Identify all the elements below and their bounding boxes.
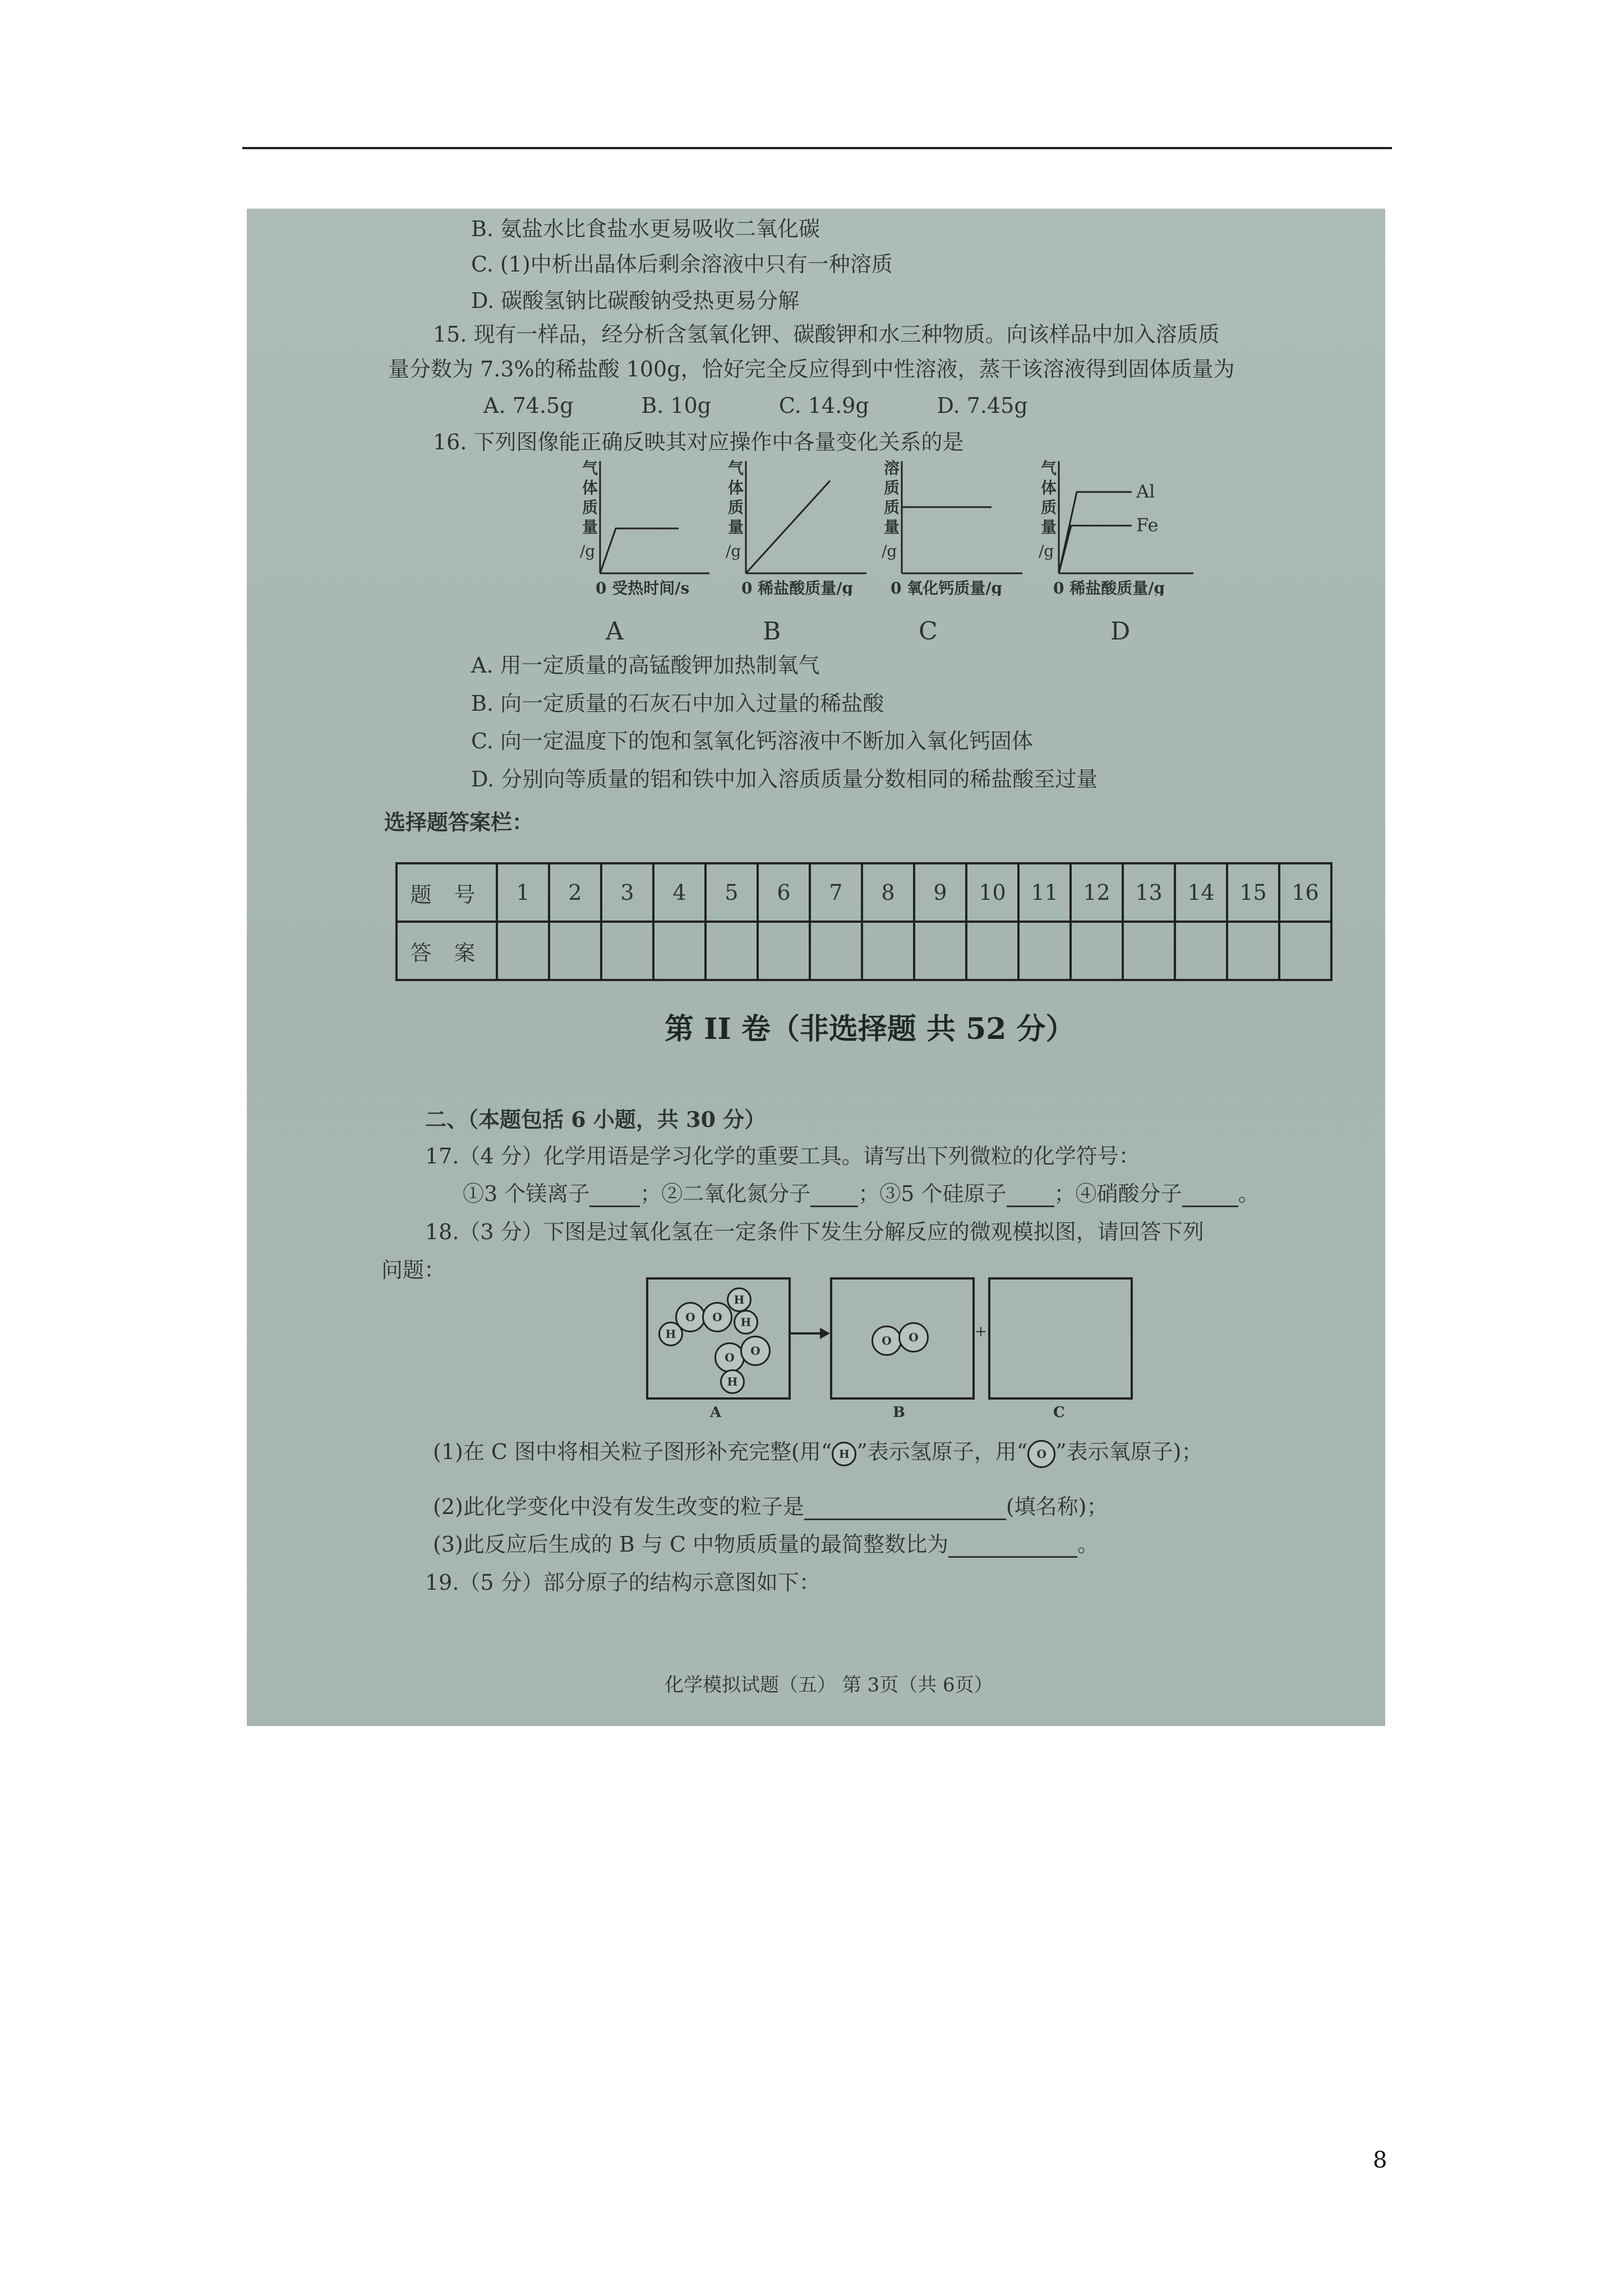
chart-c-letter: C	[919, 617, 938, 646]
q17-blank-4[interactable]	[1182, 1205, 1238, 1207]
hydrogen-atom: H	[720, 1369, 745, 1394]
q16-option-c: C. 向一定温度下的饱和氢氧化钙溶液中不断加入氧化钙固体	[471, 729, 1033, 753]
question-number-cell: 15	[1227, 863, 1279, 922]
chart-a-line	[600, 528, 679, 573]
hydrogen-atom-symbol: H	[832, 1442, 856, 1466]
chart-d-ylabel-2: 体	[1041, 478, 1057, 497]
chart-d-letter: D	[1110, 617, 1131, 646]
answer-cell[interactable]	[758, 922, 810, 980]
question-number-cell: 2	[549, 863, 601, 922]
reaction-arrow-icon	[786, 1322, 831, 1345]
oxygen-atom-symbol: O	[1027, 1440, 1055, 1468]
q18-sub3-part-a: (3)此反应后生成的 B 与 C 中物质质量的最简整数比为	[433, 1532, 949, 1557]
answer-cell[interactable]	[1018, 922, 1071, 980]
section-2-heading: 二、（本题包括 6 小题，共 30 分）	[425, 1107, 766, 1132]
oxygen-atom: O	[675, 1302, 706, 1332]
q15-options: A. 74.5g B. 10g C. 14.9g D. 7.45g	[483, 393, 1028, 418]
question-number-cell: 10	[966, 863, 1018, 922]
row-label-answer: 答 案	[396, 922, 497, 980]
q18-sub2-part-a: (2)此化学变化中没有发生改变的粒子是	[433, 1494, 804, 1519]
chart-a-yunit: /g	[580, 542, 596, 560]
answer-cell[interactable]	[1227, 922, 1279, 980]
chart-a	[572, 455, 718, 596]
q18-sub1-part-c: ”表示氧原子)；	[1055, 1439, 1203, 1464]
q14-option-c: C. (1)中析出晶体后剩余溶液中只有一种溶质	[471, 252, 893, 277]
chart-c-ylabel-2: 质	[884, 478, 900, 497]
q17-parts	[463, 1180, 1260, 1207]
chart-d-ylabel-1: 气	[1041, 459, 1057, 477]
diagram-label-b: B	[893, 1404, 905, 1421]
q17-end: 。	[1238, 1181, 1260, 1206]
chart-c-ylabel-3: 质	[884, 498, 900, 517]
diagram-label-a: A	[710, 1404, 722, 1421]
answer-cell[interactable]	[706, 922, 758, 980]
q16-stem: 16. 下列图像能正确反映其对应操作中各量变化关系的是	[433, 430, 964, 454]
chart-b-ylabel-3: 质	[728, 498, 744, 517]
answer-table-answer-row	[396, 922, 1331, 980]
chart-b-line	[746, 481, 830, 573]
question-number-cell: 8	[862, 863, 914, 922]
q17-blank-1[interactable]	[589, 1205, 640, 1207]
q16-option-d: D. 分别向等质量的铝和铁中加入溶质质量分数相同的稀盐酸至过量	[471, 767, 1098, 792]
diagram-box-a	[646, 1277, 791, 1400]
answer-table	[395, 862, 1332, 981]
answer-cell[interactable]	[601, 922, 653, 980]
diagram-box-b	[830, 1277, 975, 1400]
hydrogen-atom: H	[658, 1322, 683, 1346]
q14-option-d: D. 碳酸氢钠比碳酸钠受热更易分解	[471, 288, 800, 313]
q15-stem-line2: 量分数为 7.3%的稀盐酸 100g，恰好完全反应得到中性溶液，蒸干该溶液得到固体质量为	[388, 357, 1235, 381]
question-number-cell: 1	[497, 863, 549, 922]
diagram-label-c: C	[1053, 1404, 1065, 1421]
question-number-cell: 6	[758, 863, 810, 922]
header-rule	[242, 147, 1392, 149]
chart-a-ylabel-2: 体	[582, 478, 598, 497]
chart-a-ylabel-1: 气	[582, 459, 598, 477]
plus-sign: +	[975, 1323, 987, 1340]
answer-cell[interactable]	[497, 922, 549, 980]
chart-c-ylabel-4: 量	[884, 518, 900, 536]
chart-c	[874, 455, 1031, 596]
q17-part-2: ；②二氧化氮分子	[640, 1181, 811, 1206]
q17-blank-2[interactable]	[810, 1205, 858, 1207]
scanned-exam-photo	[247, 209, 1385, 1726]
question-number-cell: 5	[706, 863, 758, 922]
q18-sub1-part-b: ”表示氢原子，用“	[856, 1439, 1028, 1464]
answer-cell[interactable]	[966, 922, 1018, 980]
q16-option-b: B. 向一定质量的石灰石中加入过量的稀盐酸	[471, 691, 884, 716]
q16-option-a: A. 用一定质量的高锰酸钾加热制氧气	[471, 653, 820, 678]
row-label-number: 题 号	[396, 863, 497, 922]
exam-footer: 化学模拟试题（五） 第 3页（共 6页）	[665, 1674, 993, 1696]
chart-c-ylabel-1: 溶	[884, 459, 900, 477]
question-number-cell: 11	[1018, 863, 1071, 922]
chart-a-xlabel: 0 受热时间/s	[596, 579, 690, 596]
q18-blank-3[interactable]	[948, 1556, 1077, 1558]
chart-b-xlabel: 0 稀盐酸质量/g	[741, 579, 854, 596]
q14-option-b: B. 氨盐水比食盐水更易吸收二氧化碳	[471, 217, 820, 241]
oxygen-atom: O	[898, 1322, 929, 1352]
chart-b-yunit: /g	[726, 542, 741, 560]
question-number-cell: 4	[653, 863, 706, 922]
chart-b-letter: B	[763, 617, 781, 646]
chart-d-legend-fe: Fe	[1136, 514, 1159, 536]
hydrogen-atom: H	[727, 1287, 751, 1312]
question-number-cell: 7	[810, 863, 862, 922]
section-2-title: 第 II 卷（非选择题 共 52 分）	[665, 1012, 1075, 1046]
answer-cell[interactable]	[810, 922, 862, 980]
chart-a-ylabel-4: 量	[582, 518, 598, 536]
chart-d-legend-al: Al	[1136, 481, 1155, 502]
answer-cell[interactable]	[1071, 922, 1123, 980]
q17-stem: 17.（4 分）化学用语是学习化学的重要工具。请写出下列微粒的化学符号：	[425, 1144, 1140, 1168]
q18-sub1-part-a: (1)在 C 图中将相关粒子图形补充完整(用“	[433, 1439, 832, 1464]
chart-d	[1031, 455, 1199, 596]
chart-a-ylabel-3: 质	[582, 498, 598, 517]
page-number: 8	[1373, 2147, 1387, 2173]
q18-blank-2[interactable]	[804, 1519, 1006, 1520]
q15-stem-line1: 15. 现有一样品，经分析含氢氧化钾、碳酸钾和水三种物质。向该样品中加入溶质质	[433, 322, 1220, 347]
answer-bar-label: 选择题答案栏：	[384, 809, 534, 835]
chart-d-ylabel-4: 量	[1041, 518, 1057, 536]
question-number-cell: 14	[1175, 863, 1227, 922]
answer-cell[interactable]	[549, 922, 601, 980]
answer-cell[interactable]	[1123, 922, 1175, 980]
question-number-cell: 13	[1123, 863, 1175, 922]
answer-table-number-row	[396, 863, 1331, 922]
oxygen-atom: O	[714, 1342, 745, 1373]
answer-cell[interactable]	[653, 922, 706, 980]
q18-sub3-part-b: 。	[1077, 1532, 1099, 1557]
q18-sub1	[433, 1438, 1202, 1468]
oxygen-atom: O	[702, 1302, 732, 1332]
chart-c-xlabel: 0 氧化钙质量/g	[891, 579, 1003, 596]
answer-cell[interactable]	[1279, 922, 1331, 980]
chart-b-ylabel-1: 气	[728, 459, 744, 477]
q17-blank-3[interactable]	[1007, 1205, 1054, 1207]
answer-cell[interactable]	[1175, 922, 1227, 980]
chart-d-line-fe	[1059, 526, 1132, 573]
hydrogen-atom: H	[734, 1310, 758, 1335]
q17-part-1: ①3 个镁离子	[463, 1181, 590, 1206]
chart-b	[718, 455, 875, 596]
oxygen-atom: O	[872, 1326, 902, 1356]
diagram-box-c[interactable]	[988, 1277, 1133, 1400]
oxygen-atom: O	[740, 1336, 771, 1366]
q18-sub3	[433, 1531, 1099, 1558]
q17-part-4: ；④硝酸分子	[1054, 1181, 1182, 1206]
q19-stem: 19.（5 分）部分原子的结构示意图如下：	[425, 1570, 820, 1595]
question-number-cell: 9	[914, 863, 966, 922]
chart-d-xlabel: 0 稀盐酸质量/g	[1053, 579, 1165, 596]
chart-d-ylabel-3: 质	[1041, 498, 1057, 517]
q18-sub2-part-b: (填名称)；	[1006, 1494, 1108, 1519]
question-number-cell: 3	[601, 863, 653, 922]
question-number-cell: 16	[1279, 863, 1331, 922]
q18-stem-line2: 问题：	[381, 1258, 446, 1282]
chart-d-yunit: /g	[1039, 542, 1054, 560]
q18-sub2	[433, 1493, 1108, 1520]
chart-b-ylabel-4: 量	[728, 518, 744, 536]
chart-c-yunit: /g	[882, 542, 897, 560]
chart-b-ylabel-2: 体	[728, 478, 744, 497]
q17-part-3: ；③5 个硅原子	[858, 1181, 1007, 1206]
answer-cell[interactable]	[862, 922, 914, 980]
chart-a-letter: A	[606, 617, 624, 646]
question-number-cell: 12	[1071, 863, 1123, 922]
q18-stem-line1: 18.（3 分）下图是过氧化氢在一定条件下发生分解反应的微观模拟图，请回答下列	[425, 1220, 1204, 1244]
answer-cell[interactable]	[914, 922, 966, 980]
